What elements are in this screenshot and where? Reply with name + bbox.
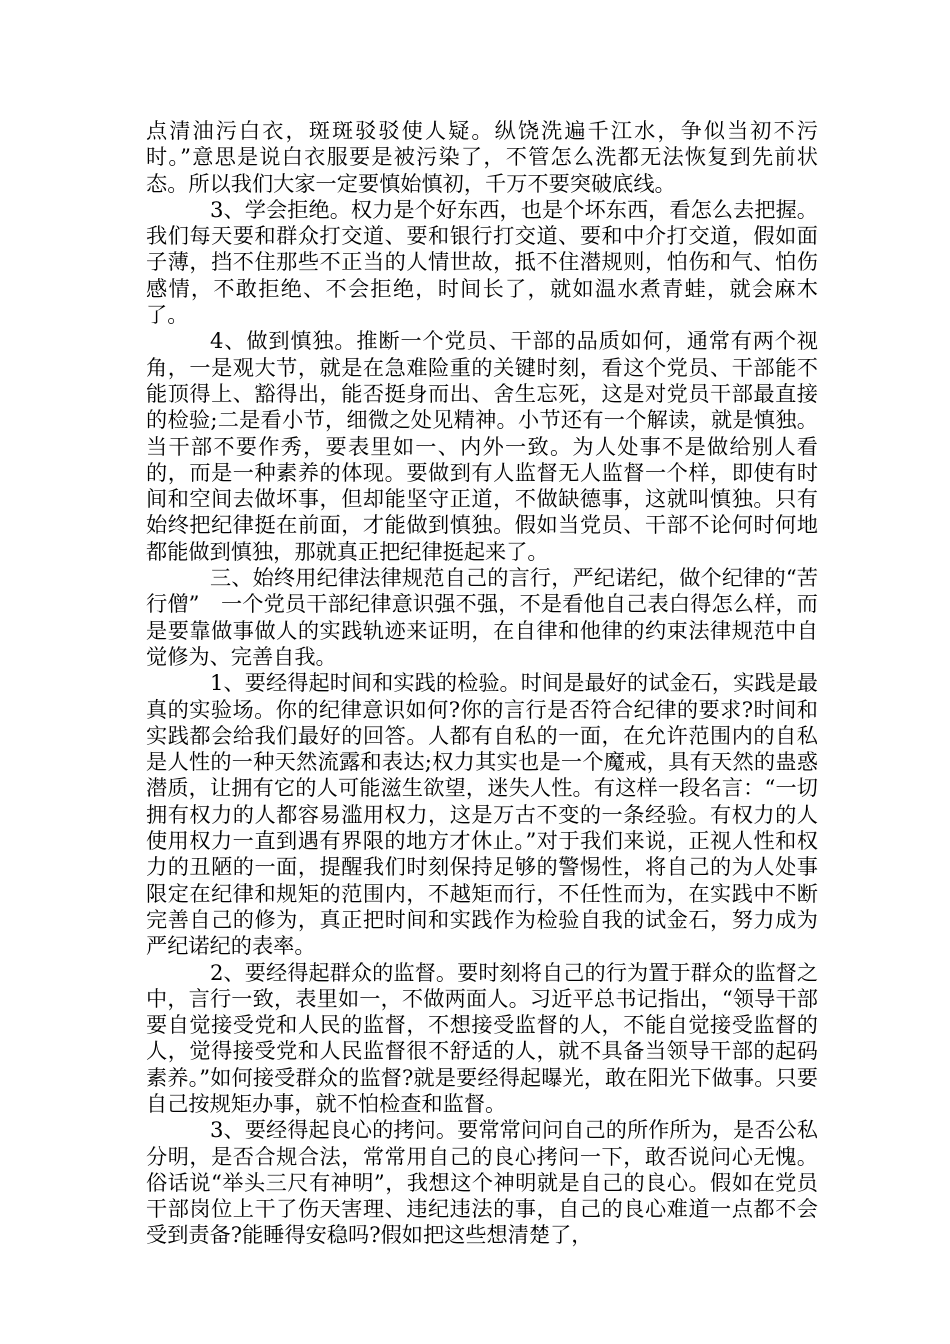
- paragraph-continuation: 点清油污白衣，斑斑驳驳使人疑。纵饶洗遍千江水，争似当初不污时。”意思是说白衣服要是被污染了，不管怎么洗都无法恢复到先前状态。所以我们大家一定要慎始慎初，千万不要突破底线。: [146, 118, 818, 196]
- paragraph-self-discipline-alone: 4、做到慎独。推断一个党员、干部的品质如何，通常有两个视角，一是观大节，就是在急难险重的关键时刻，看这个党员、干部能不能顶得上、豁得出，能否挺身而出、舍生忘死，这是对党员干部最直接的检验;二是看小节，细微之处见精神。小节还有一个解读，就是慎独。当干部不要作秀，要表里如一、内外一致。为人处事不是做给别人看的，而是一种素养的体现。要做到有人监督无人监督一个样，即使有时间和空间去做坏事，但却能坚守正道，不做缺德事，这就叫慎独。只有始终把纪律挺在前面，才能做到慎独。假如当党员、干部不论何时何地都能做到慎独，那就真正把纪律挺起来了。: [146, 328, 818, 564]
- paragraph-conscience: 3、要经得起良心的拷问。要常常问问自己的所作所为，是否公私分明，是否合规合法，常常用自己的良心拷问一下，敢否说问心无愧。俗话说“举头三尺有神明”，我想这个神明就是自己的良心。假如在党员干部岗位上干了伤天害理、违纪违法的事，自己的良心难道一点都不会受到责备?能睡得安稳吗?假如把这些想清楚了，: [146, 1117, 818, 1248]
- document-body: [146, 118, 818, 1249]
- paragraph-learn-to-refuse: 3、学会拒绝。权力是个好东西，也是个坏东西，看怎么去把握。我们每天要和群众打交道、要和银行打交道、要和中介打交道，假如面子薄，挡不住那些不正当的人情世故，抵不住潜规则，怕伤和气、怕伤感情，不敢拒绝、不会拒绝，时间长了，就如温水煮青蛙，就会麻木了。: [146, 196, 818, 328]
- paragraph-public-supervision: 2、要经得起群众的监督。要时刻将自己的行为置于群众的监督之中，言行一致，表里如一，不做两面人。习近平总书记指出，“领导干部要自觉接受党和人民的监督，不想接受监督的人，不能自觉接受监督的人，觉得接受党和人民监督很不舒适的人，就不具备当领导干部的起码素养。”如何接受群众的监督?就是要经得起曝光，敢在阳光下做事。只要自己按规矩办事，就不怕检查和监督。: [146, 959, 818, 1116]
- paragraph-time-and-practice: 1、要经得起时间和实践的检验。时间是最好的试金石，实践是最真的实验场。你的纪律意识如何?你的言行是否符合纪律的要求?时间和实践都会给我们最好的回答。人都有自私的一面，在允许范围内的自私是人性的一种天然流露和表达;权力其实也是一个魔戒，具有天然的蛊惑潜质，让拥有它的人可能滋生欲望，迷失人性。有这样一段名言：“一切拥有权力的人都容易滥用权力，这是万古不变的一条经验。有权力的人使用权力一直到遇有界限的地方才休止。”对于我们来说，正视人性和权力的丑陋的一面，提醒我们时刻保持足够的警惕性，将自己的为人处事限定在纪律和规矩的范围内，不越矩而行，不任性而为，在实践中不断完善自己的修为，真正把时间和实践作为检验自我的试金石，努力成为严纪诺纪的表率。: [146, 670, 818, 959]
- paragraph-section-three-heading: 三、始终用纪律法律规范自己的言行，严纪诺纪，做个纪律的“苦行僧” 一个党员干部纪律意识强不强，不是看他自己表白得怎么样，而是要靠做事做人的实践轨迹来证明，在自律和他律的约束法律规范中自觉修为、完善自我。: [146, 565, 818, 669]
